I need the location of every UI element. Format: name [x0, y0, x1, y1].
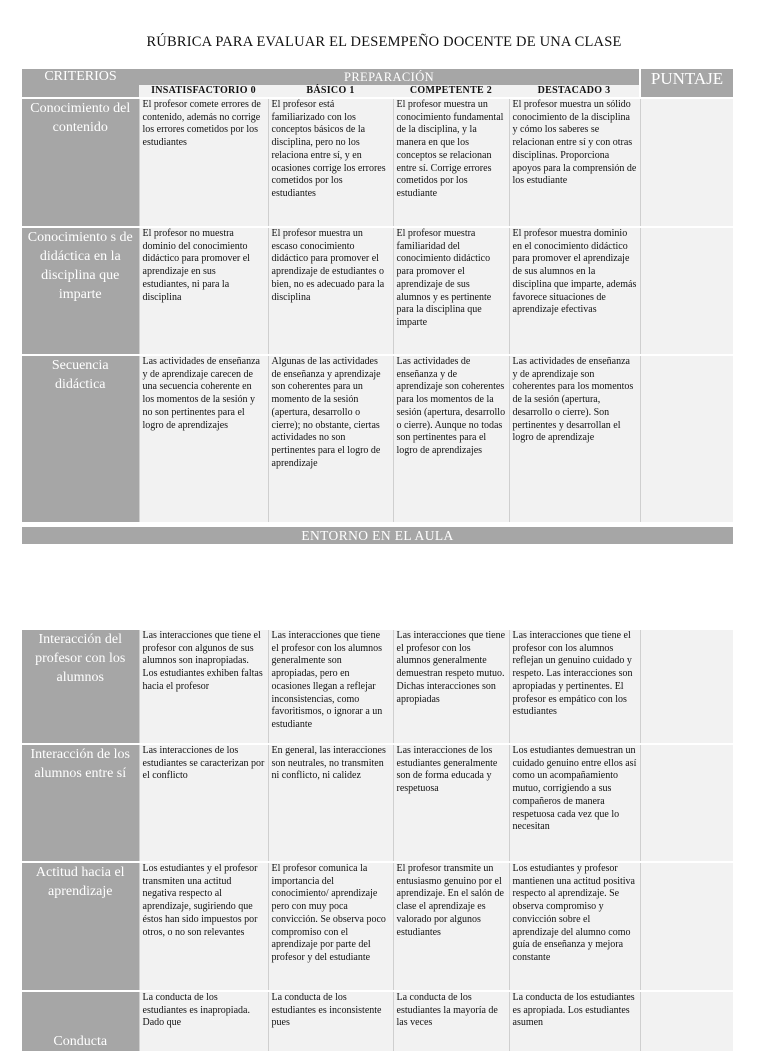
level-description: La conducta de los estudiantes es inapropiada. Dado que: [139, 991, 268, 1051]
level-description: Las interacciones de los estudiantes generalmente son de forma educada y respetuosa: [393, 744, 509, 862]
section-title-entorno: ENTORNO EN EL AULA: [22, 527, 733, 544]
rubric-table-preparacion: [22, 69, 733, 522]
level-description: Las actividades de enseñanza y de aprendizaje son coherentes para los momentos de la sesión (apertura, desarrollo o cierre). Son pertinentes y desarrollan el logro de aprendizaje: [509, 355, 640, 522]
level-description: La conducta de los estudiantes la mayoría de las veces: [393, 991, 509, 1051]
criterion-label: Interacción del profesor con los alumnos: [22, 629, 139, 744]
level-description: La conducta de los estudiantes es apropiada. Los estudiantes asumen: [509, 991, 640, 1051]
level-description: Las interacciones que tiene el profesor con los alumnos generalmente son apropiadas, pero en ocasiones llegan a reflejar inconsistencias, como favoritismos, o ignorar a un estudiante: [268, 629, 393, 744]
level-description: Las interacciones que tiene el profesor con los alumnos generalmente demuestran respeto mutuo. Dichas interacciones son apropiadas: [393, 629, 509, 744]
criterion-label: Secuencia didáctica: [22, 355, 139, 522]
score-cell[interactable]: [640, 744, 733, 862]
level-header-insatisfactorio: INSATISFACTORIO 0: [139, 85, 268, 98]
table-row: [22, 355, 733, 522]
table-row: [22, 744, 733, 862]
table-row: [22, 98, 733, 227]
level-description: Las actividades de enseñanza y de aprendizaje carecen de una secuencia coherente en los momentos de la sesión y no son pertinentes para el logro de aprendizajes: [139, 355, 268, 522]
level-description: El profesor está familiarizado con los conceptos básicos de la disciplina, pero no los relaciona entre sí, y en ocasiones corrige los errores cometidos por los estudiantes: [268, 98, 393, 227]
preparacion-header: PREPARACIÓN: [139, 69, 640, 85]
table-row: [22, 862, 733, 991]
level-header-competente: COMPETENTE 2: [393, 85, 509, 98]
level-description: Los estudiantes y profesor mantienen una actitud positiva respecto al aprendizaje. Se observa compromiso y convicción sobre el aprendizaje del alumno como guía de enseñanza y mejora constante: [509, 862, 640, 991]
score-cell[interactable]: [640, 629, 733, 744]
level-description: El profesor comunica la importancia del conocimiento/ aprendizaje pero con muy poca convicción. Se observa poco compromiso con el aprendizaje por parte del profesor y del estudiante: [268, 862, 393, 991]
level-header-basico: BÁSICO 1: [268, 85, 393, 98]
score-cell[interactable]: [640, 862, 733, 991]
criterion-label: Conducta: [22, 991, 139, 1051]
table-row: [22, 991, 733, 1051]
criterios-header: CRITERIOS: [22, 69, 139, 98]
level-description: El profesor muestra familiaridad del conocimiento didáctico para promover el aprendizaje de sus alumnos y es pertinente para la disciplina que imparte: [393, 227, 509, 355]
score-cell[interactable]: [640, 98, 733, 227]
level-description: El profesor muestra dominio en el conocimiento didáctico para promover el aprendizaje de sus alumnos en la disciplina que imparte, además favorece situaciones de aprendizaje efectivas: [509, 227, 640, 355]
level-description: El profesor no muestra dominio del conocimiento didáctico para promover el aprendizaje en sus estudiantes, ni para la disciplina: [139, 227, 268, 355]
criterion-label: Conocimiento s de didáctica en la disciplina que imparte: [22, 227, 139, 355]
level-description: Las actividades de enseñanza y de aprendizaje son coherentes para los momentos de la sesión (apertura, desarrollo o cierre). Aunque no todas son pertinentes para el logro de aprendizajes: [393, 355, 509, 522]
level-description: Algunas de las actividades de enseñanza y aprendizaje son coherentes para un momento de la sesión (apertura, desarrollo o cierre); no obstante, ciertas actividades no son pertinentes para el logro de aprendizaje: [268, 355, 393, 522]
level-description: En general, las interacciones son neutrales, no transmiten ni conflicto, ni calidez: [268, 744, 393, 862]
score-cell[interactable]: [640, 991, 733, 1051]
criterion-label: Conocimiento del contenido: [22, 98, 139, 227]
document-title: RÚBRICA PARA EVALUAR EL DESEMPEÑO DOCENTE DE UNA CLASE: [146, 34, 622, 50]
level-header-destacado: DESTACADO 3: [509, 85, 640, 98]
puntaje-header: PUNTAJE: [640, 69, 733, 98]
level-description: El profesor muestra un conocimiento fundamental de la disciplina, y la manera en que los conceptos se relacionan entre sí. Corrige errores cometidos por los estudiante: [393, 98, 509, 227]
table-row: [22, 227, 733, 355]
level-description: El profesor comete errores de contenido, además no corrige los errores cometidos por los estudiantes: [139, 98, 268, 227]
table-row: [22, 629, 733, 744]
score-cell[interactable]: [640, 227, 733, 355]
level-description: El profesor transmite un entusiasmo genuino por el aprendizaje. En el salón de clase el aprendizaje es valorado por algunos estudiantes: [393, 862, 509, 991]
rubric-table-entorno: [22, 628, 733, 1051]
level-description: Los estudiantes y el profesor transmiten una actitud negativa respecto al aprendizaje, sugiriendo que éstos han sido impuestos por otros, o no son relevantes: [139, 862, 268, 991]
level-description: Los estudiantes demuestran un cuidado genuino entre ellos así como un acompañamiento mutuo, corrigiendo a sus compañeros de manera respetuosa cada vez que lo necesitan: [509, 744, 640, 862]
level-description: Las interacciones que tiene el profesor con los alumnos reflejan un genuino cuidado y respeto. Las interacciones son apropiadas y pertinentes. El profesor es empático con los estudiantes: [509, 629, 640, 744]
level-description: La conducta de los estudiantes es inconsistente pues: [268, 991, 393, 1051]
criterion-label: Interacción de los alumnos entre sí: [22, 744, 139, 862]
level-description: Las interacciones de los estudiantes se caracterizan por el conflicto: [139, 744, 268, 862]
criterion-label: Actitud hacia el aprendizaje: [22, 862, 139, 991]
level-description: Las interacciones que tiene el profesor con algunos de sus alumnos son inapropiadas. Los estudiantes exhiben faltas hacia el profesor: [139, 629, 268, 744]
level-description: El profesor muestra un sólido conocimiento de la disciplina y cómo los saberes se relacionan entre sí y con otras disciplinas. Proporciona apoyos para la comprensión de los estudiante: [509, 98, 640, 227]
level-description: El profesor muestra un escaso conocimiento didáctico para promover el aprendizaje de estudiantes o bien, no es adecuado para la disciplina: [268, 227, 393, 355]
score-cell[interactable]: [640, 355, 733, 522]
